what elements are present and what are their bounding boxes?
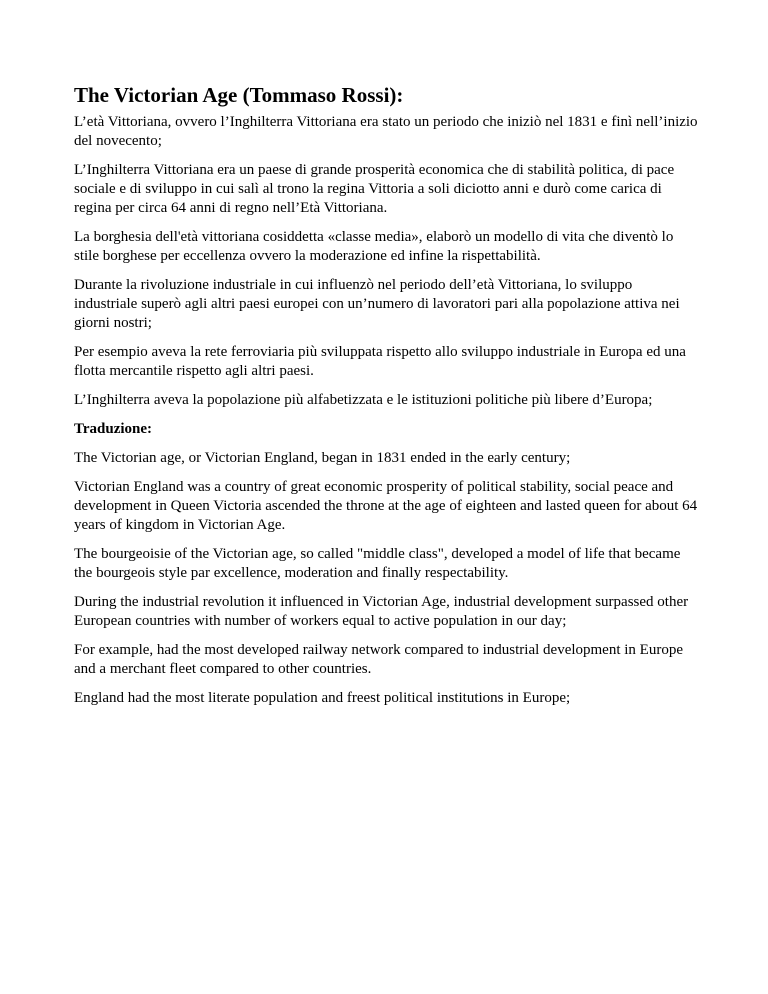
- english-paragraph: The bourgeoisie of the Victorian age, so called "middle class", developed a model of life that became the bourgeois style par excellence, moderation and finally respectability.: [74, 546, 681, 581]
- italian-paragraph: La borghesia dell'età vittoriana cosiddetta «classe media», elaborò un modello di vita che diventò lo stile borghese per eccellenza ovvero la moderazione ed infine la rispettabilità.: [74, 229, 674, 264]
- english-paragraph: England had the most literate population and freest political institutions in Europe;: [74, 690, 571, 706]
- english-paragraph: The Victorian age, or Victorian England, began in 1831 ended in the early century;: [74, 450, 571, 466]
- italian-paragraph: Per esempio aveva la rete ferroviaria più sviluppata rispetto allo sviluppo industriale in Europa ed una flotta mercantile rispetto agli altri paesi.: [74, 344, 686, 379]
- document-title: The Victorian Age (Tommaso Rossi):: [74, 83, 404, 107]
- document-page: [74, 82, 699, 718]
- english-paragraph: Victorian England was a country of great economic prosperity of political stability, social peace and development in Queen Victoria ascended the throne at the age of eighteen and lasted queen for about 64 years of kingdom in Victorian Age.: [74, 479, 698, 533]
- italian-paragraph: L’Inghilterra Vittoriana era un paese di grande prosperità economica che di stabilità politica, di pace sociale e di sviluppo in cui salì al trono la regina Vittoria a soli diciotto anni e durò come carica di regina per circa 64 anni di regno nell’Età Vittoriana.: [74, 162, 675, 216]
- translation-heading: Traduzione:: [74, 421, 153, 437]
- italian-paragraph: L’Inghilterra aveva la popolazione più alfabetizzata e le istituzioni politiche più libere d’Europa;: [74, 392, 653, 408]
- italian-paragraph: Durante la rivoluzione industriale in cui influenzò nel periodo dell’età Vittoriana, lo sviluppo industriale superò agli altri paesi europei con un’numero di lavoratori pari alla popolazione attiva nei giorni nostri;: [74, 277, 680, 331]
- italian-paragraph: L’età Vittoriana, ovvero l’Inghilterra Vittoriana era stato un periodo che iniziò nel 1831 e finì nell’inizio del novecento;: [74, 114, 698, 149]
- english-paragraph: For example, had the most developed railway network compared to industrial development in Europe and a merchant fleet compared to other countries.: [74, 642, 683, 677]
- english-paragraph: During the industrial revolution it influenced in Victorian Age, industrial development surpassed other European countries with number of workers equal to active population in our day;: [74, 594, 689, 629]
